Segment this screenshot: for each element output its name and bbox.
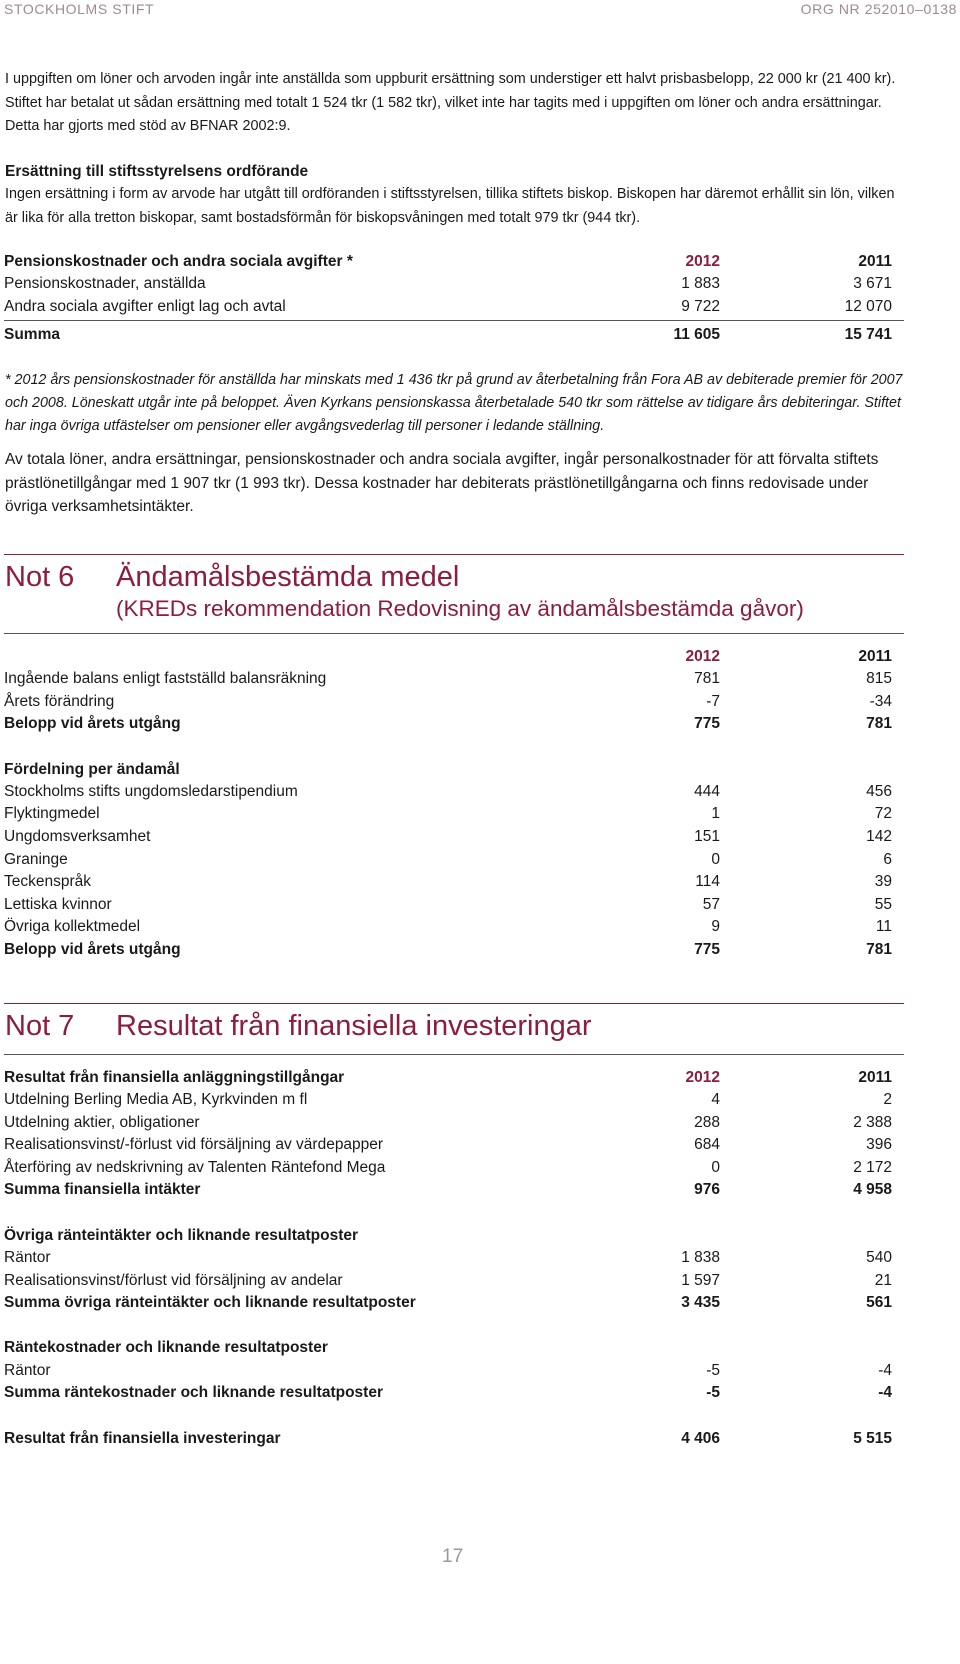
value-2012: 775 <box>694 941 720 958</box>
note6-subtitle: (KREDs rekommendation Redovisning av ändamålsbestämda gåvor) <box>116 596 804 621</box>
chair-heading: Ersättning till stiftsstyrelsens ordförande <box>5 163 309 180</box>
table-row <box>4 780 892 804</box>
row-label: Årets förändring <box>4 693 115 710</box>
note6-year-row <box>4 645 892 669</box>
value-2012: 9 <box>711 918 720 935</box>
row-label: Summa <box>4 326 60 343</box>
value-2012: 976 <box>694 1181 720 1198</box>
value-2012: 1 838 <box>681 1249 720 1266</box>
value-2011: -4 <box>878 1384 892 1401</box>
table-row <box>4 272 892 296</box>
pension-footnote: * 2012 års pensionskostnader för anställda har minskats med 1 436 tkr på grund av återbetalning från Fora AB av debiterade premier för 2007 och 2008. Löneskatt utgår inte på beloppet. Även Kyrkans pensionskassa återbetalade 540 tkr som rättelse av tidigare års debiteringar. Stiftet har inga övriga utfästelser om pensioner eller avgångsvederlag till personer i ledande ställning. <box>5 372 903 434</box>
value-2011: -4 <box>878 1362 892 1379</box>
value-2011: 21 <box>874 1272 892 1289</box>
value-2012: -7 <box>706 693 720 710</box>
page-header <box>0 0 960 20</box>
intro-paragraph: I uppgiften om löner och arvoden ingår inte anställda som uppburit ersättning som understiger ett halvt prisbasbelopp, 22 000 kr (21 400 kr). Stiftet har betalat ut sådan ersättning med totalt 1 524 tkr (1 582 tkr), vilket inte har tagits med i uppgiften om löner och andra ersättningar. Detta har gjorts med stöd av BFNAR 2002:9. <box>5 71 896 134</box>
table-row <box>4 1359 892 1383</box>
table-row <box>4 712 892 736</box>
page-number: 17 <box>442 1546 464 1567</box>
divider <box>4 633 904 634</box>
divider <box>4 320 904 321</box>
section-heading: Resultat från finansiella anläggningstillgångar <box>4 1069 345 1086</box>
value-2012: 1 597 <box>681 1272 720 1289</box>
table-row <box>4 295 892 319</box>
personnel-cost-paragraph: Av totala löner, andra ersättningar, pensionskostnader och andra sociala avgifter, ingår personalkostnader för att förvalta stiftets prästlönetillgångar med 1 907 tkr (1 993 tkr). Dessa kostnader har debiterats prästlönetillgångarna och finns redovisade under övriga verksamhetsintäkter. <box>5 451 879 515</box>
value-2011: 6 <box>883 851 892 868</box>
year-2012-label: 2012 <box>685 253 720 270</box>
value-2011: 15 741 <box>844 326 892 343</box>
section-heading: Räntekostnader och liknande resultatposter <box>4 1339 328 1356</box>
value-2012: 4 <box>711 1091 720 1108</box>
value-2012: 1 883 <box>681 275 720 292</box>
row-label: Teckenspråk <box>4 873 92 890</box>
row-label: Graninge <box>4 851 68 868</box>
row-label: Resultat från finansiella investeringar <box>4 1430 281 1447</box>
value-2011: 540 <box>866 1249 892 1266</box>
note6-divider <box>4 554 904 555</box>
table-row <box>4 1088 892 1112</box>
value-2012: 57 <box>702 896 720 913</box>
row-label: Stockholms stifts ungdomsledarstipendium <box>4 783 298 800</box>
table-row <box>4 1381 892 1405</box>
value-2011: 456 <box>866 783 892 800</box>
value-2012: 288 <box>694 1114 720 1131</box>
value-2011: 72 <box>874 805 892 822</box>
note7-title: Resultat från finansiella investeringar <box>116 1010 592 1042</box>
note6-title: Ändamålsbestämda medel <box>116 561 460 593</box>
year-2012-label: 2012 <box>685 1069 720 1086</box>
year-2011-label: 2011 <box>858 1069 892 1086</box>
value-2012: 775 <box>694 715 720 732</box>
row-label: Ungdomsverksamhet <box>4 828 151 845</box>
row-label: Lettiska kvinnor <box>4 896 112 913</box>
table-row <box>4 848 892 872</box>
value-2012: 3 435 <box>681 1294 720 1311</box>
table-row <box>4 667 892 691</box>
header-org-number: ORG NR 252010–0138 <box>800 1 957 17</box>
row-label: Räntor <box>4 1362 51 1379</box>
row-label: Summa finansiella intäkter <box>4 1181 201 1198</box>
table-row <box>4 825 892 849</box>
value-2011: 39 <box>874 873 892 890</box>
value-2012: 1 <box>711 805 720 822</box>
value-2012: 684 <box>694 1136 720 1153</box>
row-label: Realisationsvinst/förlust vid försäljning av andelar <box>4 1272 343 1289</box>
note7-number: Not 7 <box>5 1010 75 1042</box>
cost-heading-row <box>4 1336 884 1360</box>
row-label: Andra sociala avgifter enligt lag och avtal <box>4 298 286 315</box>
value-2011: 815 <box>866 670 892 687</box>
row-label: Ingående balans enligt fastställd balansräkning <box>4 670 327 687</box>
value-2011: 3 671 <box>853 275 892 292</box>
value-2012: 151 <box>694 828 720 845</box>
value-2011: 781 <box>866 941 892 958</box>
value-2012: 114 <box>695 873 720 890</box>
table-row <box>4 1111 892 1135</box>
value-2012: 9 722 <box>681 298 720 315</box>
value-2012: 4 406 <box>681 1430 720 1447</box>
table-row <box>4 1269 892 1293</box>
row-label: Realisationsvinst/-förlust vid försäljning av värdepapper <box>4 1136 384 1153</box>
value-2011: 396 <box>866 1136 892 1153</box>
divider <box>4 1054 904 1055</box>
value-2012: 0 <box>711 851 720 868</box>
distribution-heading-row <box>4 758 884 782</box>
row-label: Belopp vid årets utgång <box>4 715 181 732</box>
row-label: Återföring av nedskrivning av Talenten Räntefond Mega <box>4 1159 386 1176</box>
interest-heading-row <box>4 1224 884 1248</box>
row-label: Pensionskostnader, anställda <box>4 275 206 292</box>
table-row <box>4 1291 892 1315</box>
table-row <box>4 870 892 894</box>
row-label: Räntor <box>4 1249 51 1266</box>
pension-header-row <box>4 250 892 274</box>
value-2011: 55 <box>874 896 892 913</box>
value-2011: 11 <box>875 918 892 935</box>
value-2011: -34 <box>869 693 892 710</box>
table-row <box>4 938 892 962</box>
value-2011: 4 958 <box>853 1181 892 1198</box>
year-2011-label: 2011 <box>858 253 892 270</box>
table-row <box>4 1156 892 1180</box>
value-2012: -5 <box>706 1362 720 1379</box>
table-row <box>4 1246 892 1270</box>
pension-heading: Pensionskostnader och andra sociala avgifter * <box>4 253 353 270</box>
table-row <box>4 915 892 939</box>
row-label: Utdelning Berling Media AB, Kyrkvinden m fl <box>4 1091 308 1108</box>
value-2011: 2 172 <box>853 1159 892 1176</box>
chair-paragraph: Ingen ersättning i form av arvode har utgått till ordföranden i stiftsstyrelsen, tillika stiftets biskop. Biskopen har däremot erhållit sin lön, vilken är lika för alla tretton biskopar, samt bostadsförmån för biskopsvåningen med totalt 979 tkr (944 tkr). <box>5 186 895 226</box>
note7-divider <box>4 1003 904 1004</box>
row-label: Övriga kollektmedel <box>4 918 141 935</box>
table-row <box>4 893 892 917</box>
value-2011: 561 <box>866 1294 892 1311</box>
pension-total-row <box>4 323 892 347</box>
table-row <box>4 1133 892 1157</box>
note6-number: Not 6 <box>5 561 75 593</box>
value-2011: 2 388 <box>853 1114 892 1131</box>
table-row <box>4 1178 892 1202</box>
table-row <box>4 802 892 826</box>
section-heading: Fördelning per ändamål <box>4 761 180 778</box>
result-row <box>4 1427 892 1451</box>
value-2012: 444 <box>694 783 720 800</box>
year-2012-label: 2012 <box>685 648 720 665</box>
value-2011: 142 <box>866 828 892 845</box>
value-2012: -5 <box>706 1384 720 1401</box>
value-2011: 781 <box>866 715 892 732</box>
value-2012: 11 605 <box>673 326 720 343</box>
table-row <box>4 690 892 714</box>
value-2012: 781 <box>694 670 720 687</box>
value-2011: 5 515 <box>853 1430 892 1447</box>
row-label: Flyktingmedel <box>4 805 100 822</box>
row-label: Belopp vid årets utgång <box>4 941 181 958</box>
value-2011: 2 <box>883 1091 892 1108</box>
value-2011: 12 070 <box>844 298 892 315</box>
value-2012: 0 <box>711 1159 720 1176</box>
row-label: Utdelning aktier, obligationer <box>4 1114 200 1131</box>
year-2011-label: 2011 <box>858 648 892 665</box>
header-org-name: STOCKHOLMS STIFT <box>4 1 155 17</box>
fin-heading-row <box>4 1066 892 1090</box>
section-heading: Övriga ränteintäkter och liknande resultatposter <box>4 1227 359 1244</box>
row-label: Summa räntekostnader och liknande resultatposter <box>4 1384 383 1401</box>
row-label: Summa övriga ränteintäkter och liknande resultatposter <box>4 1294 416 1311</box>
